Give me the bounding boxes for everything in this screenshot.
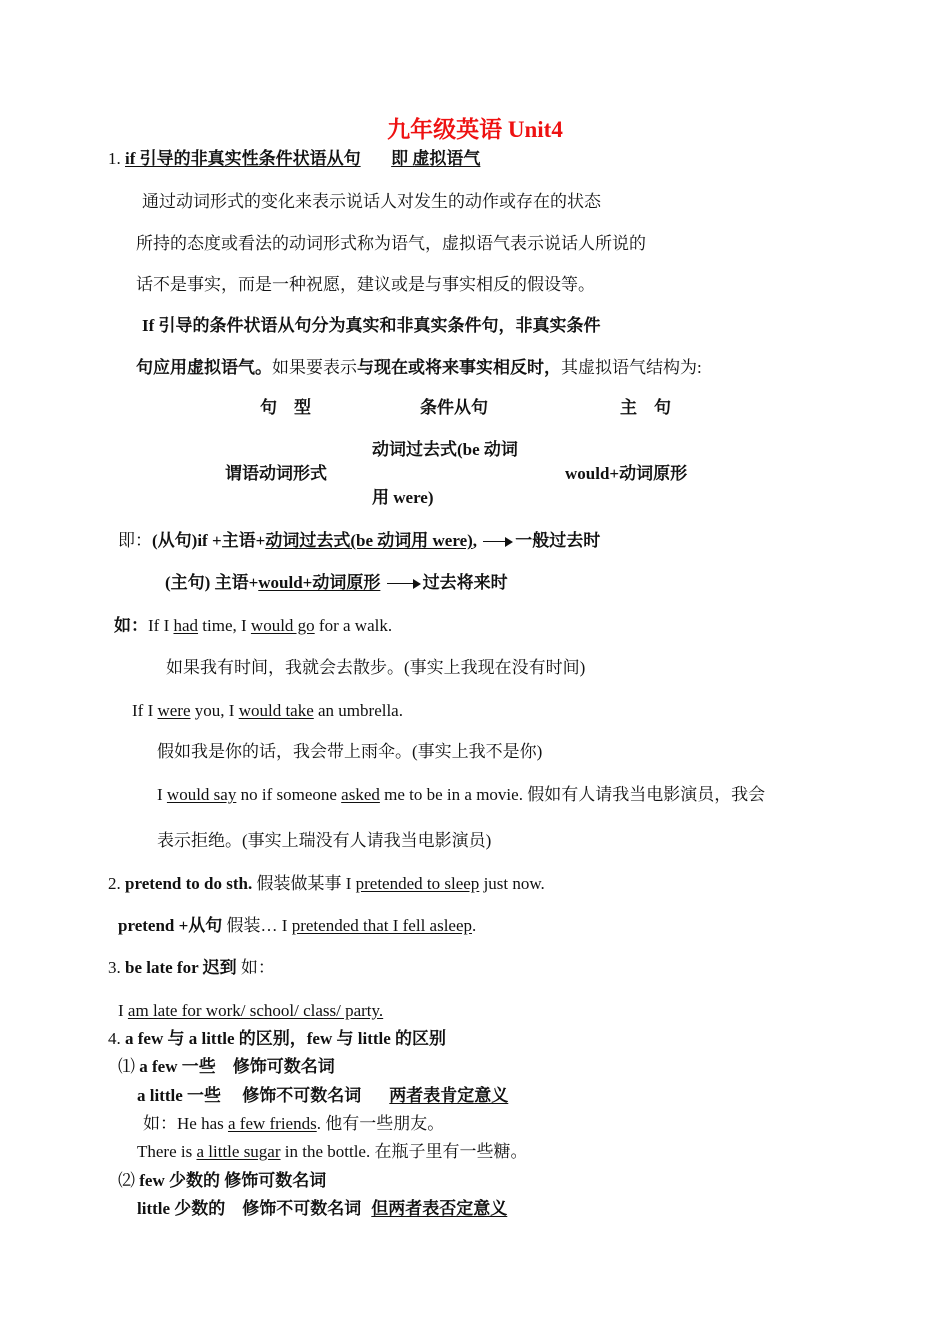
example-translation: 如果我有时间，我就会去散步。(事实上我现在没有时间) <box>166 658 586 677</box>
arrow-icon <box>387 579 421 589</box>
section-3-example: I am late for work/ school/ class/ party. <box>118 1001 384 1020</box>
page-title: 九年级英语 Unit4 <box>387 117 563 142</box>
section-2-pretend-clause: pretend +从句 假装… I pretended that I fell asleep. <box>118 916 477 935</box>
example-sentence: If I were you, I would take an umbrella. <box>132 701 403 720</box>
section-4-item-a-few: ⑴ a few 一些 修饰可数名词 <box>118 1057 335 1076</box>
definition-line: If 引导的条件状语从句分为真实和非真实条件句，非真实条件 <box>142 316 601 335</box>
table-cell-condition: 用 were) <box>372 488 434 507</box>
section-4-example: There is a little sugar in the bottle. 在瓶子里有一些糖。 <box>137 1142 528 1161</box>
section-2-pretend-to: 2. pretend to do sth. 假装做某事 I pretended to sleep just now. <box>108 874 545 893</box>
example-translation: 假如我是你的话，我会带上雨伞。(事实上我不是你) <box>157 742 543 761</box>
formula-main: (主句) 主语+would+动词原形 过去将来时 <box>165 573 508 592</box>
example-sentence: 如：If I had time, I would go for a walk. <box>114 616 393 635</box>
example-sentence: I would say no if someone asked me to be in a movie. 假如有人请我当电影演员，我会 <box>157 785 766 804</box>
section-4-item-few: ⑵ few 少数的 修饰可数名词 <box>118 1171 327 1190</box>
section-4-item-a-little: a little 一些 修饰不可数名词 两者表肯定意义 <box>137 1086 509 1105</box>
table-header-sentence-type: 句 型 <box>260 398 311 417</box>
section-4-item-little: little 少数的 修饰不可数名词 但两者表否定意义 <box>137 1199 508 1218</box>
section-4-heading: 4. a few 与 a little 的区别，few 与 little 的区别 <box>108 1029 447 1048</box>
table-row-label: 谓语动词形式 <box>225 464 327 483</box>
definition-line: 句应用虚拟语气。如果要表示与现在或将来事实相反时，其虚拟语气结构为: <box>136 358 702 377</box>
definition-line: 所持的态度或看法的动词形式称为语气，虚拟语气表示说话人所说的 <box>136 234 646 253</box>
section-1-heading: 1. if 引导的非真实性条件状语从句 即 虚拟语气 <box>108 149 481 168</box>
definition-line: 通过动词形式的变化来表示说话人对发生的动作或存在的状态 <box>142 192 601 211</box>
section-4-example: 如：He has a few friends. 他有一些朋友。 <box>143 1114 445 1133</box>
table-header-main-clause: 主 句 <box>620 398 671 417</box>
table-cell-condition: 动词过去式(be 动词 <box>372 440 518 459</box>
table-header-condition-clause: 条件从句 <box>420 398 488 417</box>
formula-condition: 即：(从句)if +主语+动词过去式(be 动词用 were), 一般过去时 <box>118 531 601 550</box>
table-cell-main: would+动词原形 <box>565 464 688 483</box>
definition-line: 话不是事实，而是一种祝愿，建议或是与事实相反的假设等。 <box>136 275 595 294</box>
example-translation: 表示拒绝。(事实上瑞没有人请我当电影演员) <box>157 831 492 850</box>
section-3-heading: 3. be late for 迟到 如： <box>108 958 275 977</box>
arrow-icon <box>483 537 513 547</box>
